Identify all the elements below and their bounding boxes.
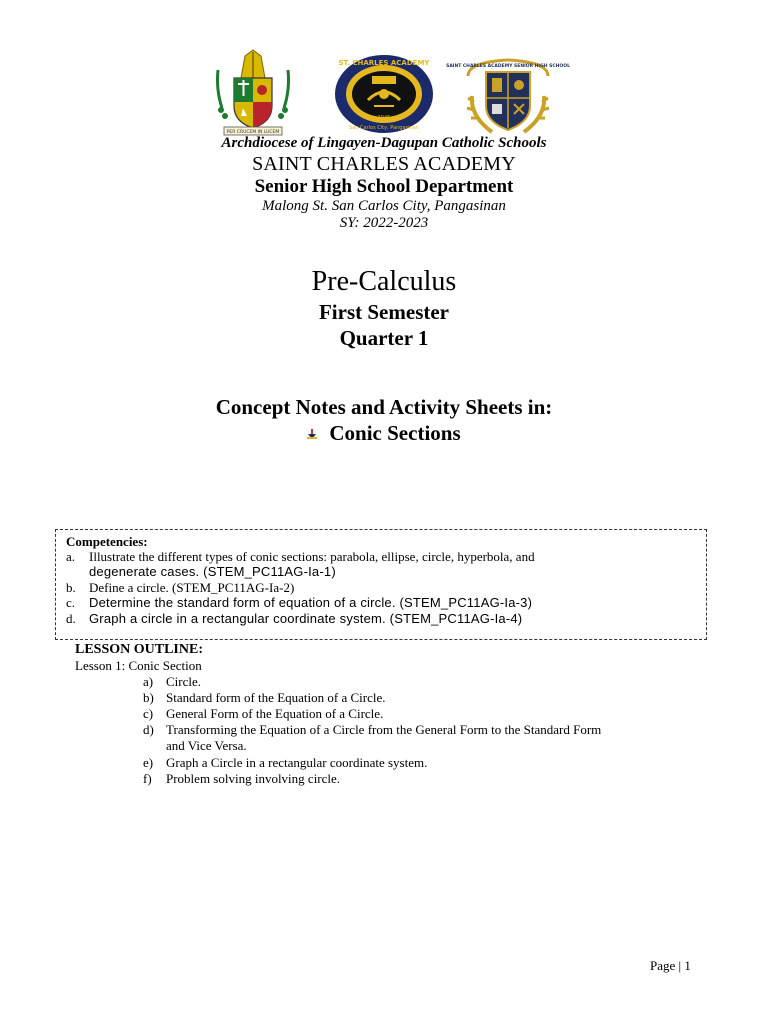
outline-text: Problem solving involving circle. — [166, 771, 341, 786]
competencies-box — [55, 529, 707, 640]
lesson-outline-title: LESSON OUTLINE: — [75, 642, 203, 657]
department-name: Senior High School Department — [254, 176, 514, 197]
outline-text: Transforming the Equation of a Circle from the General Form to the Standard Form — [166, 722, 602, 737]
concept-notes-heading: Concept Notes and Activity Sheets in: — [215, 395, 553, 419]
outline-text-continued: and Vice Versa. — [166, 738, 247, 753]
school-year: SY: 2022-2023 — [339, 215, 429, 231]
lesson-heading: Lesson 1: Conic Section — [75, 658, 202, 673]
outline-letter: b) — [143, 690, 154, 705]
semester-label: First Semester — [318, 300, 450, 324]
archdiocese-banner-text: PER CRUCEM IN LUCEM — [226, 130, 280, 135]
outline-letter: f) — [143, 771, 152, 786]
competency-letter: c. — [66, 595, 76, 610]
page-number: Page | 1 — [650, 958, 691, 973]
school-name: SAINT CHARLES ACADEMY — [252, 153, 516, 175]
academy-inner-text: San Carlos City, Pangasinan — [349, 125, 419, 131]
outline-text: Standard form of the Equation of a Circle. — [166, 690, 386, 705]
competency-letter: d. — [66, 611, 76, 626]
competency-text: Illustrate the different types of conic sections: parabola, ellipse, circle, hyperbola, and — [89, 549, 535, 564]
outline-letter: d) — [143, 722, 154, 737]
academy-ring-text: ST. CHARLES ACADEMY — [338, 59, 430, 67]
saint-charles-academy-seal — [334, 54, 434, 134]
shs-ring-text: SAINT CHARLES ACADEMY SENIOR HIGH SCHOOL — [446, 64, 570, 69]
topic-title: Conic Sections — [329, 421, 461, 445]
archdiocese-seal — [212, 50, 294, 136]
outline-letter: e) — [143, 755, 154, 770]
arrow-bullet-icon — [307, 429, 317, 439]
competency-letter: a. — [66, 549, 76, 564]
outline-text: General Form of the Equation of a Circle. — [166, 706, 384, 721]
competencies-title: Competencies: — [66, 534, 148, 549]
competency-letter: b. — [66, 580, 76, 595]
diocese-name: Archdiocese of Lingayen-Dagupan Catholic Schools — [221, 135, 547, 151]
outline-text: Graph a Circle in a rectangular coordinate system. — [166, 755, 428, 770]
senior-high-school-seal — [446, 56, 570, 138]
outline-letter: c) — [143, 706, 154, 721]
topic-line — [0, 421, 768, 446]
quarter-label: Quarter 1 — [339, 326, 429, 350]
competency-text: Determine the standard form of equation of a circle. (STEM_PC11AG-Ia-3) — [89, 595, 533, 610]
outline-letter: a) — [143, 674, 154, 689]
outline-text: Circle. — [166, 674, 202, 689]
academy-year-text: 1946 — [377, 115, 391, 121]
school-address: Malong St. San Carlos City, Pangasinan — [262, 198, 506, 214]
subject-title: Pre-Calculus — [311, 266, 457, 297]
competency-text-continued: degenerate cases. (STEM_PC11AG-Ia-1) — [89, 564, 336, 579]
competency-text: Define a circle. (STEM_PC11AG-Ia-2) — [89, 580, 295, 595]
competency-text: Graph a circle in a rectangular coordinate system. (STEM_PC11AG-Ia-4) — [89, 611, 523, 626]
